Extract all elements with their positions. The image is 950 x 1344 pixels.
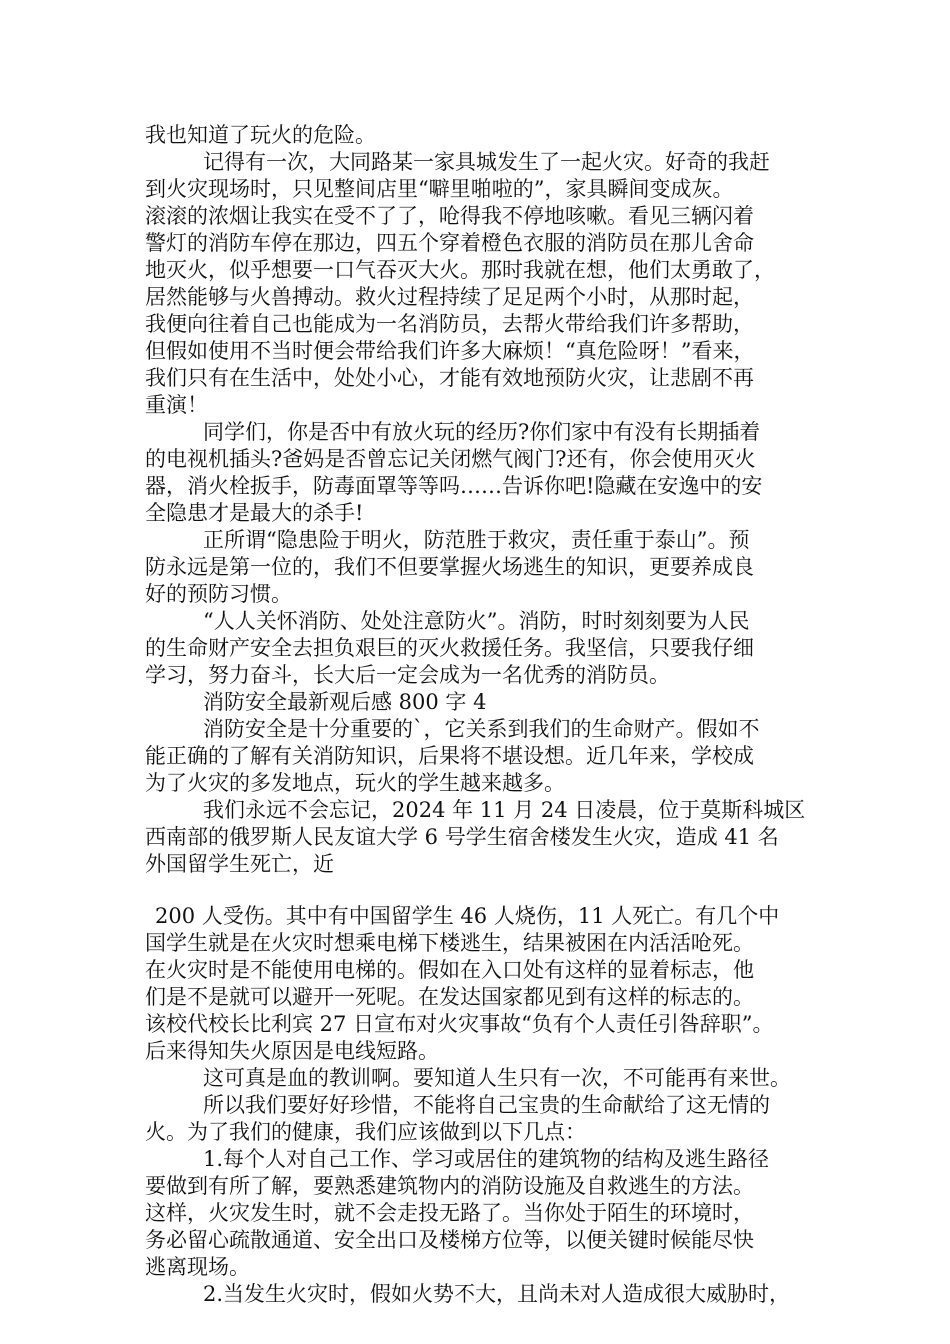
text-line: 该校代校长比利宾 27 日宣布对火灾事故“负有个人责任引咎辞职”。 (145, 1012, 774, 1036)
text-line: 为了火灾的多发地点，玩火的学生越来越多。 (145, 771, 565, 795)
text-line: 的电视机插头?爸妈是否曾忘记关闭燃气阀门?还有，你会使用灭火 (145, 447, 756, 471)
text-line: 但假如使用不当时便会带给我们许多大麻烦！“真危险呀！”看来， (145, 339, 755, 363)
text-line: 全隐患才是最大的杀手! (145, 501, 364, 525)
text-line: 要做到有所了解，要熟悉建筑物内的消防设施及自救逃生的方法。 (145, 1174, 754, 1198)
text-line: 居然能够与火兽搏动。救火过程持续了足足两个小时，从那时起， (145, 285, 754, 309)
section-heading: 消防安全最新观后感 800 字 4 (203, 690, 487, 714)
text-line: 这样，火灾发生时，就不会走投无路了。当你处于陌生的环境时， (145, 1201, 754, 1225)
text-line: 1.每个人对自己工作、学习或居住的建筑物的结构及逃生路径 (203, 1147, 770, 1171)
text-line: 在火灾时是不能使用电梯的。假如在入口处有这样的显着标志，他 (145, 958, 754, 982)
text-line: 务必留心疏散通道、安全出口及楼梯方位等，以便关键时候能尽快 (145, 1228, 754, 1252)
text-line: 的生命财产安全去担负艰巨的灭火救援任务。我坚信，只要我仔细 (145, 636, 754, 660)
text-line: 200 人受伤。其中有中国留学生 46 人烧伤，11 人死亡。有几个中 (155, 904, 780, 928)
text-line: 逃离现场。 (145, 1255, 250, 1279)
text-line: 到火灾现场时，只见整间店里“噼里啪啦的”，家具瞬间变成灰。 (145, 177, 734, 201)
text-line: 器，消火栓扳手，防毒面罩等等吗……告诉你吧!隐藏在安逸中的安 (145, 474, 763, 498)
text-line: 消防安全是十分重要的`，它关系到我们的生命财产。假如不 (203, 717, 760, 741)
text-line: 地灭火，似乎想要一口气吞灭大火。那时我就在想，他们太勇敢了， (145, 258, 775, 282)
text-line: 们是不是就可以避开一死呢。在发达国家都见到有这样的标志的。 (145, 985, 754, 1009)
text-line: 能正确的了解有关消防知识，后果将不堪设想。近几年来，学校成 (145, 744, 754, 768)
text-line: 国学生就是在火灾时想乘电梯下楼逃生，结果被困在内活活呛死。 (145, 931, 754, 955)
text-line: 防永远是第一位的，我们不但要掌握火场逃生的知识，更要养成良 (145, 555, 754, 579)
text-line: 滚滚的浓烟让我实在受不了了，呛得我不停地咳嗽。看见三辆闪着 (145, 204, 754, 228)
text-line: 警灯的消防车停在那边，四五个穿着橙色衣服的消防员在那儿舍命 (145, 231, 754, 255)
text-line: 2.当发生火灾时，假如火势不大，且尚未对人造成很大威胁时， (203, 1282, 791, 1306)
text-line: 同学们，你是否中有放火玩的经历?你们家中有没有长期插着 (203, 420, 761, 444)
text-line: 外国留学生死亡，近 (145, 852, 334, 876)
text-line: 我们永远不会忘记，2024 年 11 月 24 日凌晨，位于莫斯科城区 (203, 798, 806, 822)
text-line: 火。为了我们的健康，我们应该做到以下几点： (145, 1120, 586, 1144)
text-line: 我们只有在生活中，处处小心，才能有效地预防火灾，让悲剧不再 (145, 366, 754, 390)
text-line: 我也知道了玩火的危险。 (145, 123, 376, 147)
text-line: 后来得知失火原因是电线短路。 (145, 1039, 439, 1063)
text-line: 记得有一次，大同路某一家具城发生了一起火灾。好奇的我赶 (203, 150, 770, 174)
text-line: 正所谓“隐患险于明火，防范胜于救灾，责任重于泰山”。预 (203, 528, 750, 552)
text-line: 西南部的俄罗斯人民友谊大学 6 号学生宿舍楼发生火灾，造成 41 名 (145, 825, 779, 849)
text-line: “人人关怀消防、处处注意防火”。消防，时时刻刻要为人民 (203, 609, 750, 633)
text-line: 重演！ (145, 393, 208, 417)
text-line: 好的预防习惯。 (145, 582, 292, 606)
text-line: 我便向往着自己也能成为一名消防员，去帮火带给我们许多帮助， (145, 312, 754, 336)
text-line: 学习，努力奋斗，长大后一定会成为一名优秀的消防员。 (145, 663, 670, 687)
text-line: 这可真是血的教训啊。要知道人生只有一次，不可能再有来世。 (203, 1066, 791, 1090)
text-line: 所以我们要好好珍惜，不能将自己宝贵的生命献给了这无情的 (203, 1093, 770, 1117)
